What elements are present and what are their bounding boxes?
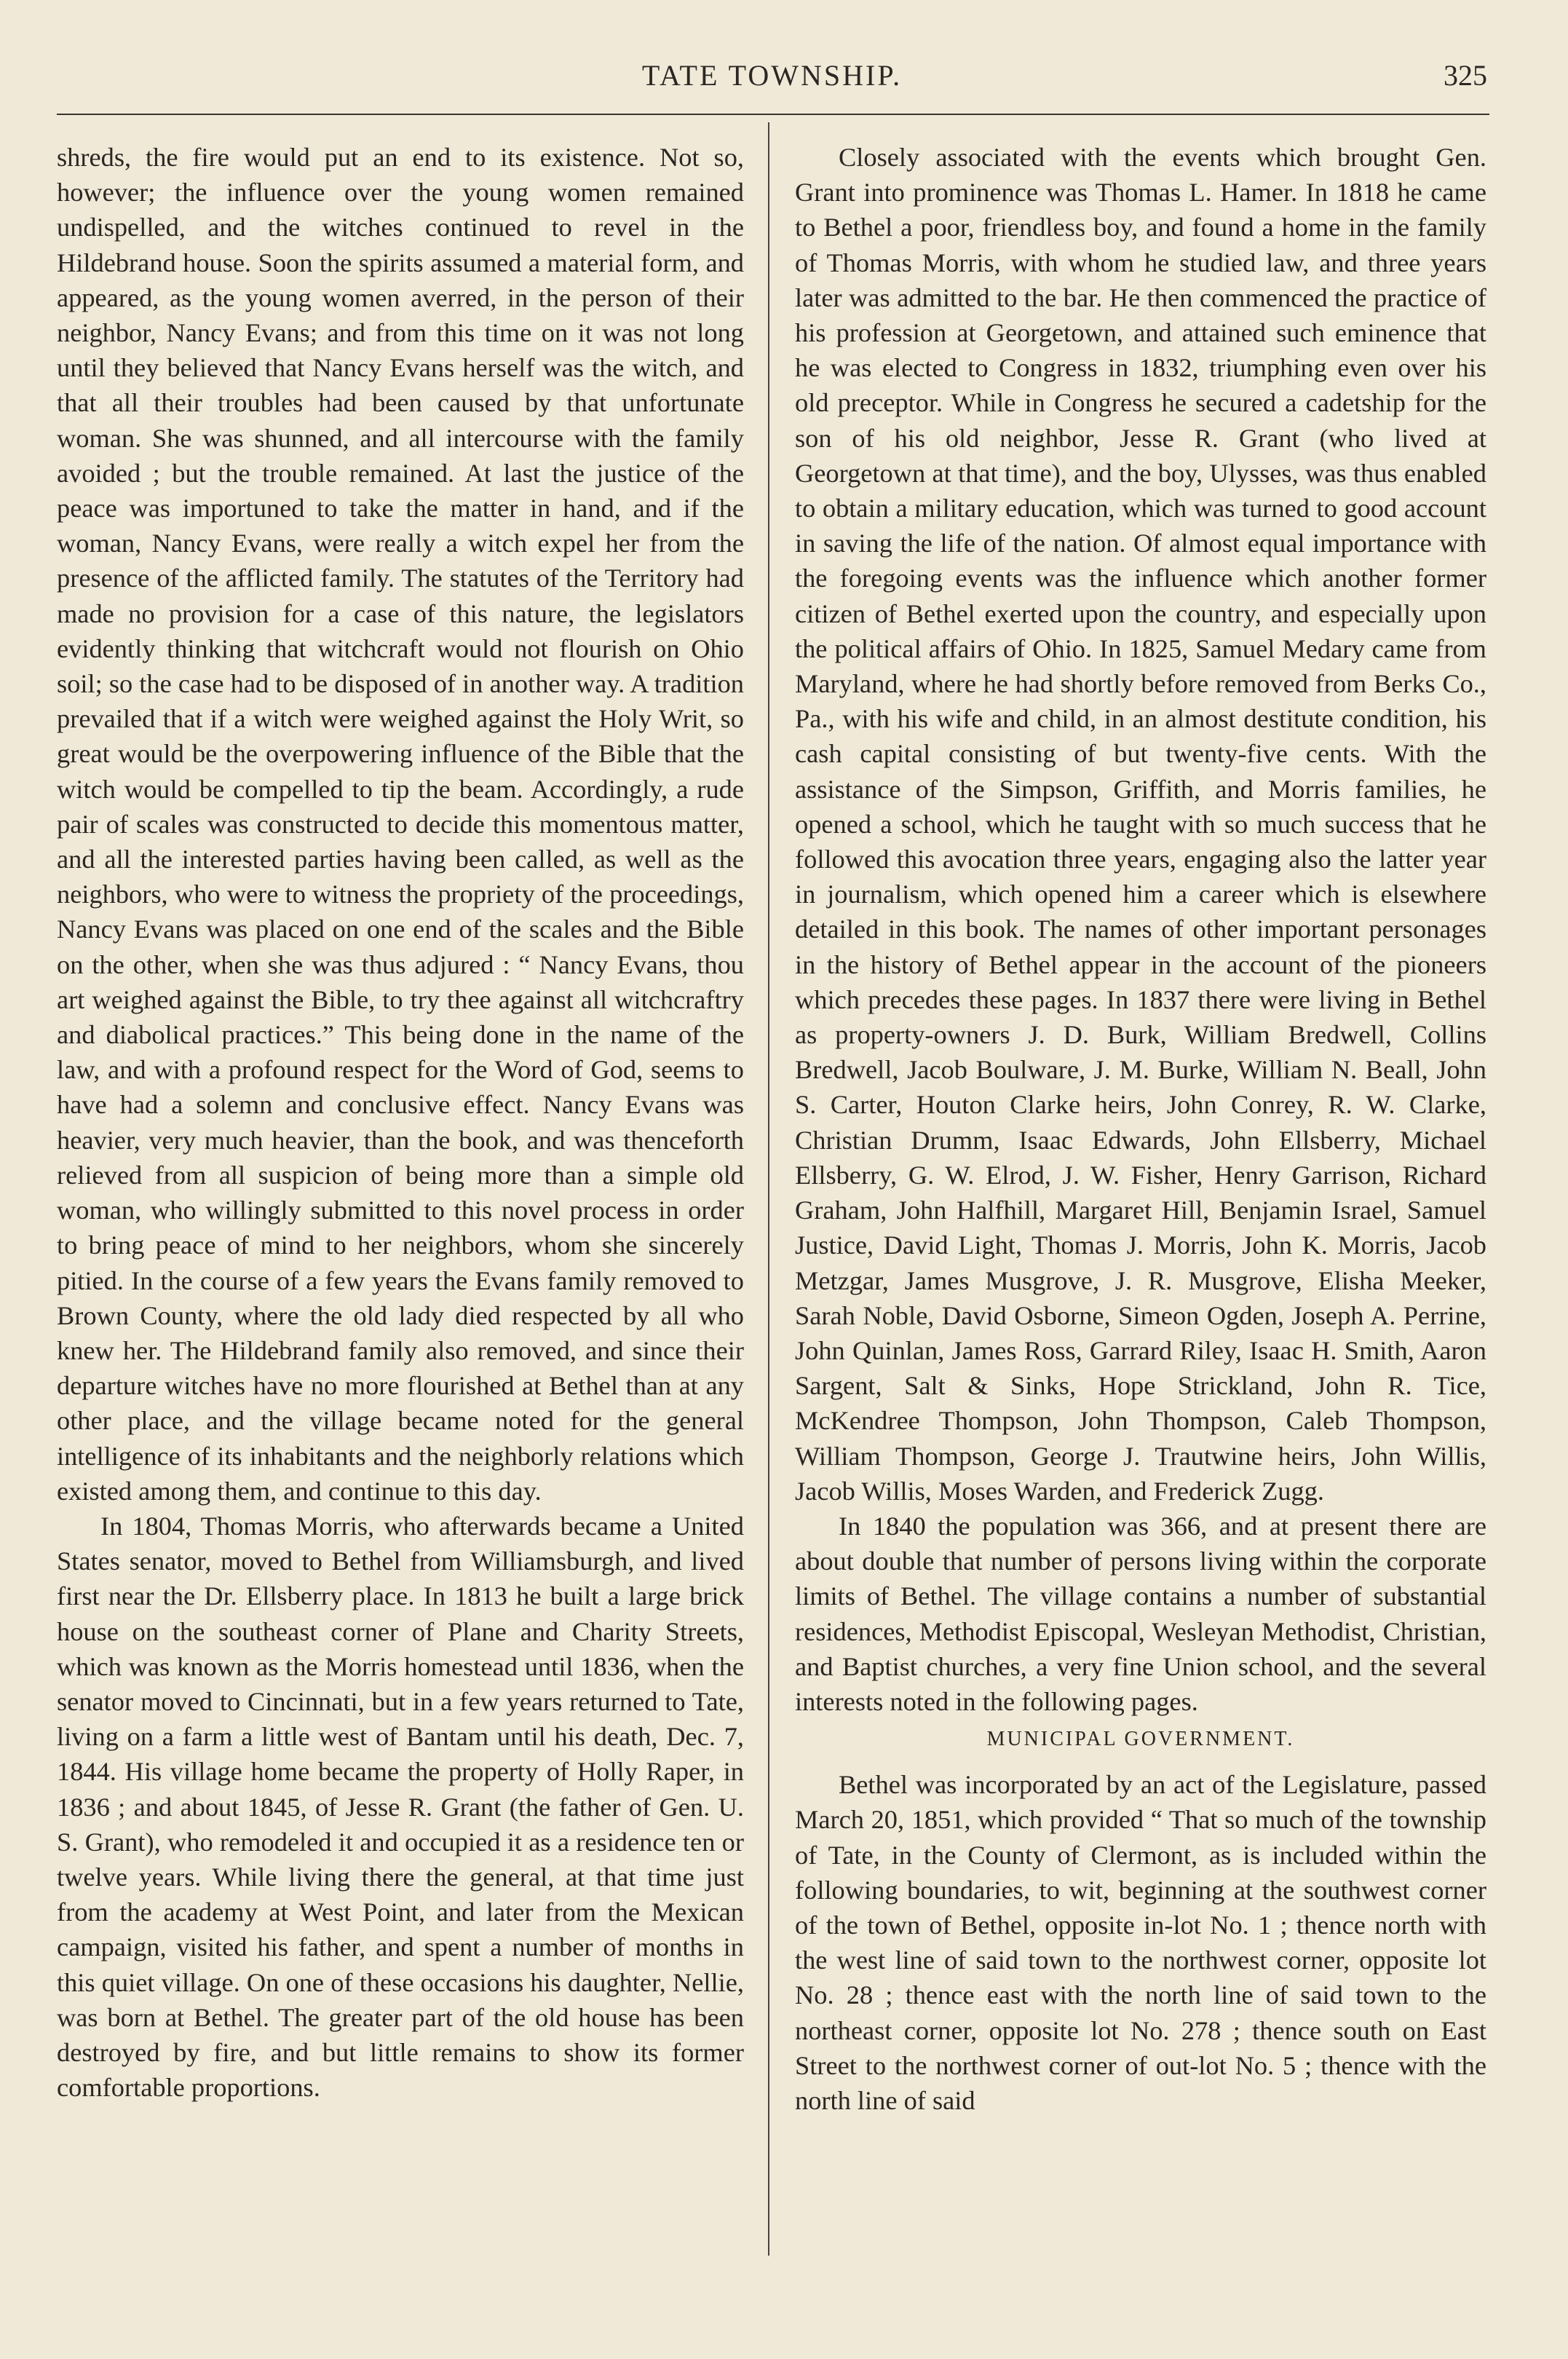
paragraph: Bethel was incorporated by an act of the Legislature, passed March 20, 1851, which provided “ That so much of the township of Tate, in the County of Clermont, as is included within the following boundaries, to wit, beginning at the southwest corner of the town of Bethel, opposite in-lot No. 1 ; thence north with the west line of said town to the northwest corner, opposite lot No. 28 ; thence east with the north line of said town to the northeast corner, opposite lot No. 278 ; thence south on East Street to the northwest corner of out-lot No. 5 ; thence with the north line of said: [795, 1770, 1486, 2115]
right-column: [795, 140, 1486, 2118]
paragraph: Closely associated with the events which brought Gen. Grant into prominence was Thomas L. Hamer. In 1818 he came to Bethel a poor, friendless boy, and found a home in the family of Thomas Morris, with whom he studied law, and three years later was admitted to the bar. He then commenced the practice of his profession at Georgetown, and attained such eminence that he was elected to Congress in 1832, triumphing even over his old preceptor. While in Congress he secured a cadetship for the son of his old neighbor, Jesse R. Grant (who lived at Georgetown at that time), and the boy, Ulysses, was thus enabled to obtain a military education, which was turned to good account in saving the life of the nation. Of almost equal importance with the foregoing events was the influence which another former citizen of Bethel exerted upon the country, and especially upon the political affairs of Ohio. In 1825, Samuel Medary came from Maryland, where he had shortly before removed from Berks Co., Pa., with his wife and child, in an almost destitute condition, his cash capital consisting of but twenty-five cents. With the assistance of the Simpson, Griffith, and Morris families, he opened a school, which he taught with so much success that he followed this avocation three years, engaging also the latter year in journalism, which opened him a career which is elsewhere detailed in this book. The names of other important personages in the history of Bethel appear in the account of the pioneers which precedes these pages. In 1837 there were living in Bethel as property-owners J. D. Burk, William Bredwell, Collins Bredwell, Jacob Boulware, J. M. Burke, William N. Beall, John S. Carter, Houton Clarke heirs, John Conrey, R. W. Clarke, Christian Drumm, Isaac Edwards, John Ellsberry, Michael Ellsberry, G. W. Elrod, J. W. Fisher, Henry Garrison, Richard Graham, John Halfhill, Margaret Hill, Benjamin Israel, Samuel Justice, David Light, Thomas J. Morris, John K. Morris, Jacob Metzgar, James Musgrove, J. R. Musgrove, Elisha Meeker, Sarah Noble, David Osborne, Simeon Ogden, Joseph A. Perrine, John Quinlan, James Ross, Garrard Riley, Isaac H. Smith, Aaron Sargent, Salt & Sinks, Hope Strickland, John R. Tice, McKendree Thompson, John Thompson, Caleb Thompson, William Thompson, George J. Trautwine heirs, John Willis, Jacob Willis, Moses Warden, and Frederick Zugg.: [795, 143, 1486, 1506]
paragraph: In 1840 the population was 366, and at present there are about double that number of persons living within the corporate limits of Bethel. The village contains a number of substantial residences, Methodist Episcopal, Wesleyan Methodist, Christian, and Baptist churches, a very fine Union school, and the several interests noted in the following pages.: [795, 1511, 1486, 1716]
paragraph: shreds, the fire would put an end to its existence. Not so, however; the influence over the young women remained undispelled, and the witches continued to revel in the Hildebrand house. Soon the spirits assumed a material form, and appeared, as the young women averred, in the person of their neighbor, Nancy Evans; and from this time on it was not long until they believed that Nancy Evans herself was the witch, and that all their troubles had been caused by that unfortunate woman. She was shunned, and all intercourse with the family avoided ; but the trouble remained. At last the justice of the peace was importuned to take the matter in hand, and if the woman, Nancy Evans, were really a witch expel her from the presence of the afflicted family. The statutes of the Territory had made no provision for a case of this nature, the legislators evidently thinking that witchcraft would not flourish on Ohio soil; so the case had to be disposed of in another way. A tradition prevailed that if a witch were weighed against the Holy Writ, so great would be the overpowering influence of the Bible that the witch would be compelled to tip the beam. Accordingly, a rude pair of scales was constructed to decide this momentous matter, and all the interested parties having been called, as well as the neighbors, who were to witness the propriety of the proceedings, Nancy Evans was placed on one end of the scales and the Bible on the other, when she was thus adjured : “ Nancy Evans, thou art weighed against the Bible, to try thee against all witchcraftry and diabolical practices.” This being done in the name of the law, and with a profound respect for the Word of God, seems to have had a solemn and conclusive effect. Nancy Evans was heavier, very much heavier, than the book, and was thenceforth relieved from all suspicion of being more than a simple old woman, who willingly submitted to this novel process in order to bring peace of mind to her neighbors, whom she sincerely pitied. In the course of a few years the Evans family removed to Brown County, where the old lady died respected by all who knew her. The Hildebrand family also removed, and since their departure witches have no more flourished at Bethel than at any other place, and the village became noted for the general intelligence of its inhabitants and the neighborly relations which existed among them, and continue to this day.: [57, 143, 744, 1506]
page-number: 325: [1444, 59, 1487, 92]
running-title: TATE TOWNSHIP.: [641, 59, 903, 92]
left-column: [57, 140, 744, 2105]
column-divider: [768, 122, 769, 2256]
header-rule: [57, 114, 1489, 115]
section-heading: MUNICIPAL GOVERNMENT.: [986, 1728, 1295, 1751]
paragraph: In 1804, Thomas Morris, who afterwards became a United States senator, moved to Bethel from Williamsburgh, and lived first near the Dr. Ellsberry place. In 1813 he built a large brick house on the southeast corner of Plane and Charity Streets, which was known as the Morris homestead until 1836, when the senator moved to Cincinnati, but in a few years returned to Tate, living on a farm a little west of Bantam until his death, Dec. 7, 1844. His village home became the property of Holly Raper, in 1836 ; and about 1845, of Jesse R. Grant (the father of Gen. U. S. Grant), who remodeled it and occupied it as a residence ten or twelve years. While living there the general, at that time just from the academy at West Point, and later from the Mexican campaign, visited his father, and spent a number of months in this quiet village. On one of these occasions his daughter, Nellie, was born at Bethel. The greater part of the old house has been destroyed by fire, and but little remains to show its former comfortable proportions.: [57, 1511, 744, 2103]
running-header: [57, 58, 1487, 102]
